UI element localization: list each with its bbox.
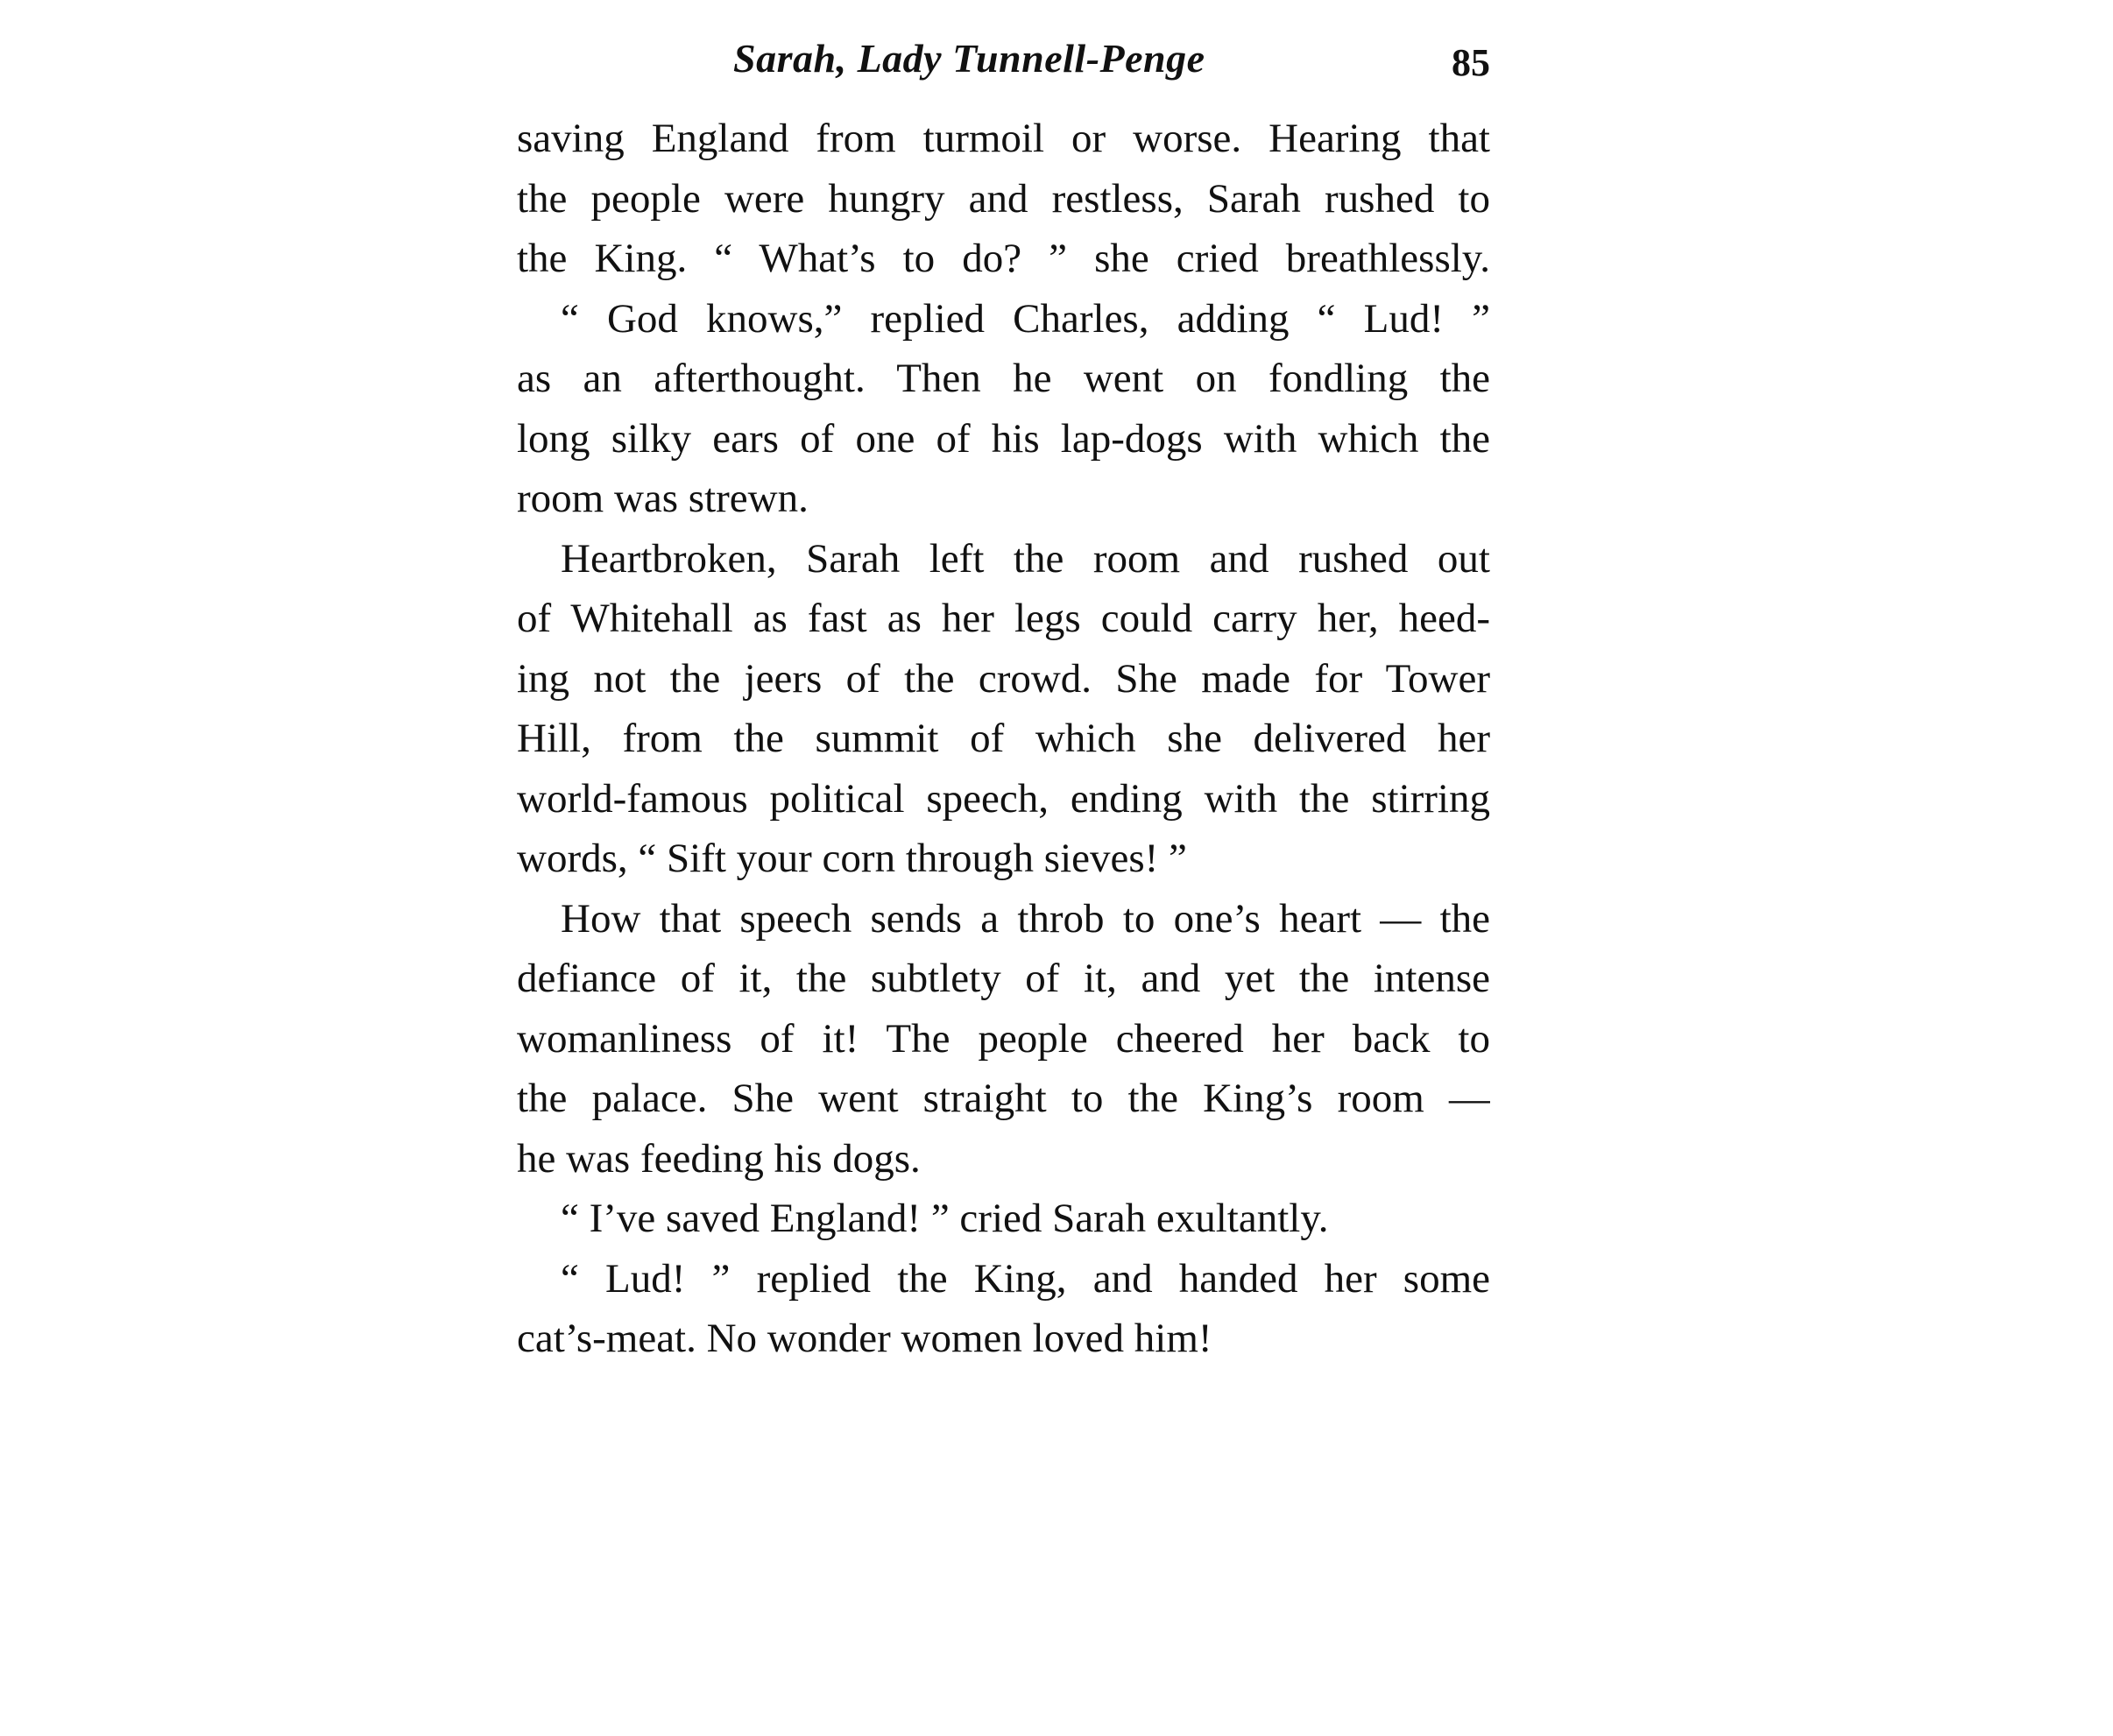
paragraph	[517, 1189, 1490, 1249]
text-line: of Whitehall as fast as her legs could carry her, heed-	[517, 596, 1490, 641]
text-line: room was strewn.	[517, 476, 809, 521]
text-line: the King. “ What’s to do? ” she cried breathlessly.	[517, 236, 1490, 281]
text-line: Hill, from the summit of which she delivered her	[517, 716, 1490, 761]
text-line: ing not the jeers of the crowd. She made for Tower	[517, 655, 1490, 702]
paragraph	[517, 1249, 1490, 1369]
text-line: saving England from turmoil or worse. Hearing that	[517, 116, 1490, 161]
text-line: as an afterthought. Then he went on fondling the	[517, 356, 1490, 401]
text-line: words, “ Sift your corn through sieves! ”	[517, 836, 1187, 881]
paragraph	[517, 289, 1490, 529]
text-line: cat’s-meat. No wonder women loved him!	[517, 1316, 1212, 1361]
text-line: defiance of it, the subtlety of it, and yet the intense	[517, 956, 1490, 1001]
text-line: womanliness of it! The people cheered her back to	[517, 1015, 1490, 1062]
text-line: “ I’ve saved England! ” cried Sarah exultantly.	[561, 1196, 1329, 1241]
text-line: the people were hungry and restless, Sarah rushed to	[517, 175, 1490, 222]
paragraph	[517, 889, 1490, 1189]
text-line: “ Lud! ” replied the King, and handed her some	[561, 1255, 1490, 1302]
text-line: he was feeding his dogs.	[517, 1135, 921, 1182]
page-header	[517, 35, 1490, 96]
text-line: long silky ears of one of his lap-dogs with which the	[517, 415, 1490, 462]
text-line: Heartbroken, Sarah left the room and rushed out	[561, 535, 1490, 582]
paragraph	[517, 109, 1490, 289]
text-line: How that speech sends a throb to one’s heart — the	[561, 895, 1490, 942]
paragraph	[517, 529, 1490, 889]
running-title: Sarah, Lady Tunnell-Penge	[733, 36, 1205, 81]
text-line: world-famous political speech, ending with the stirring	[517, 775, 1490, 822]
page-number: 85	[1452, 41, 1490, 84]
body-text	[517, 109, 1490, 1369]
text-line: “ God knows,” replied Charles, adding “ Lud! ”	[561, 295, 1490, 342]
text-line: the palace. She went straight to the King’s room —	[517, 1076, 1490, 1121]
